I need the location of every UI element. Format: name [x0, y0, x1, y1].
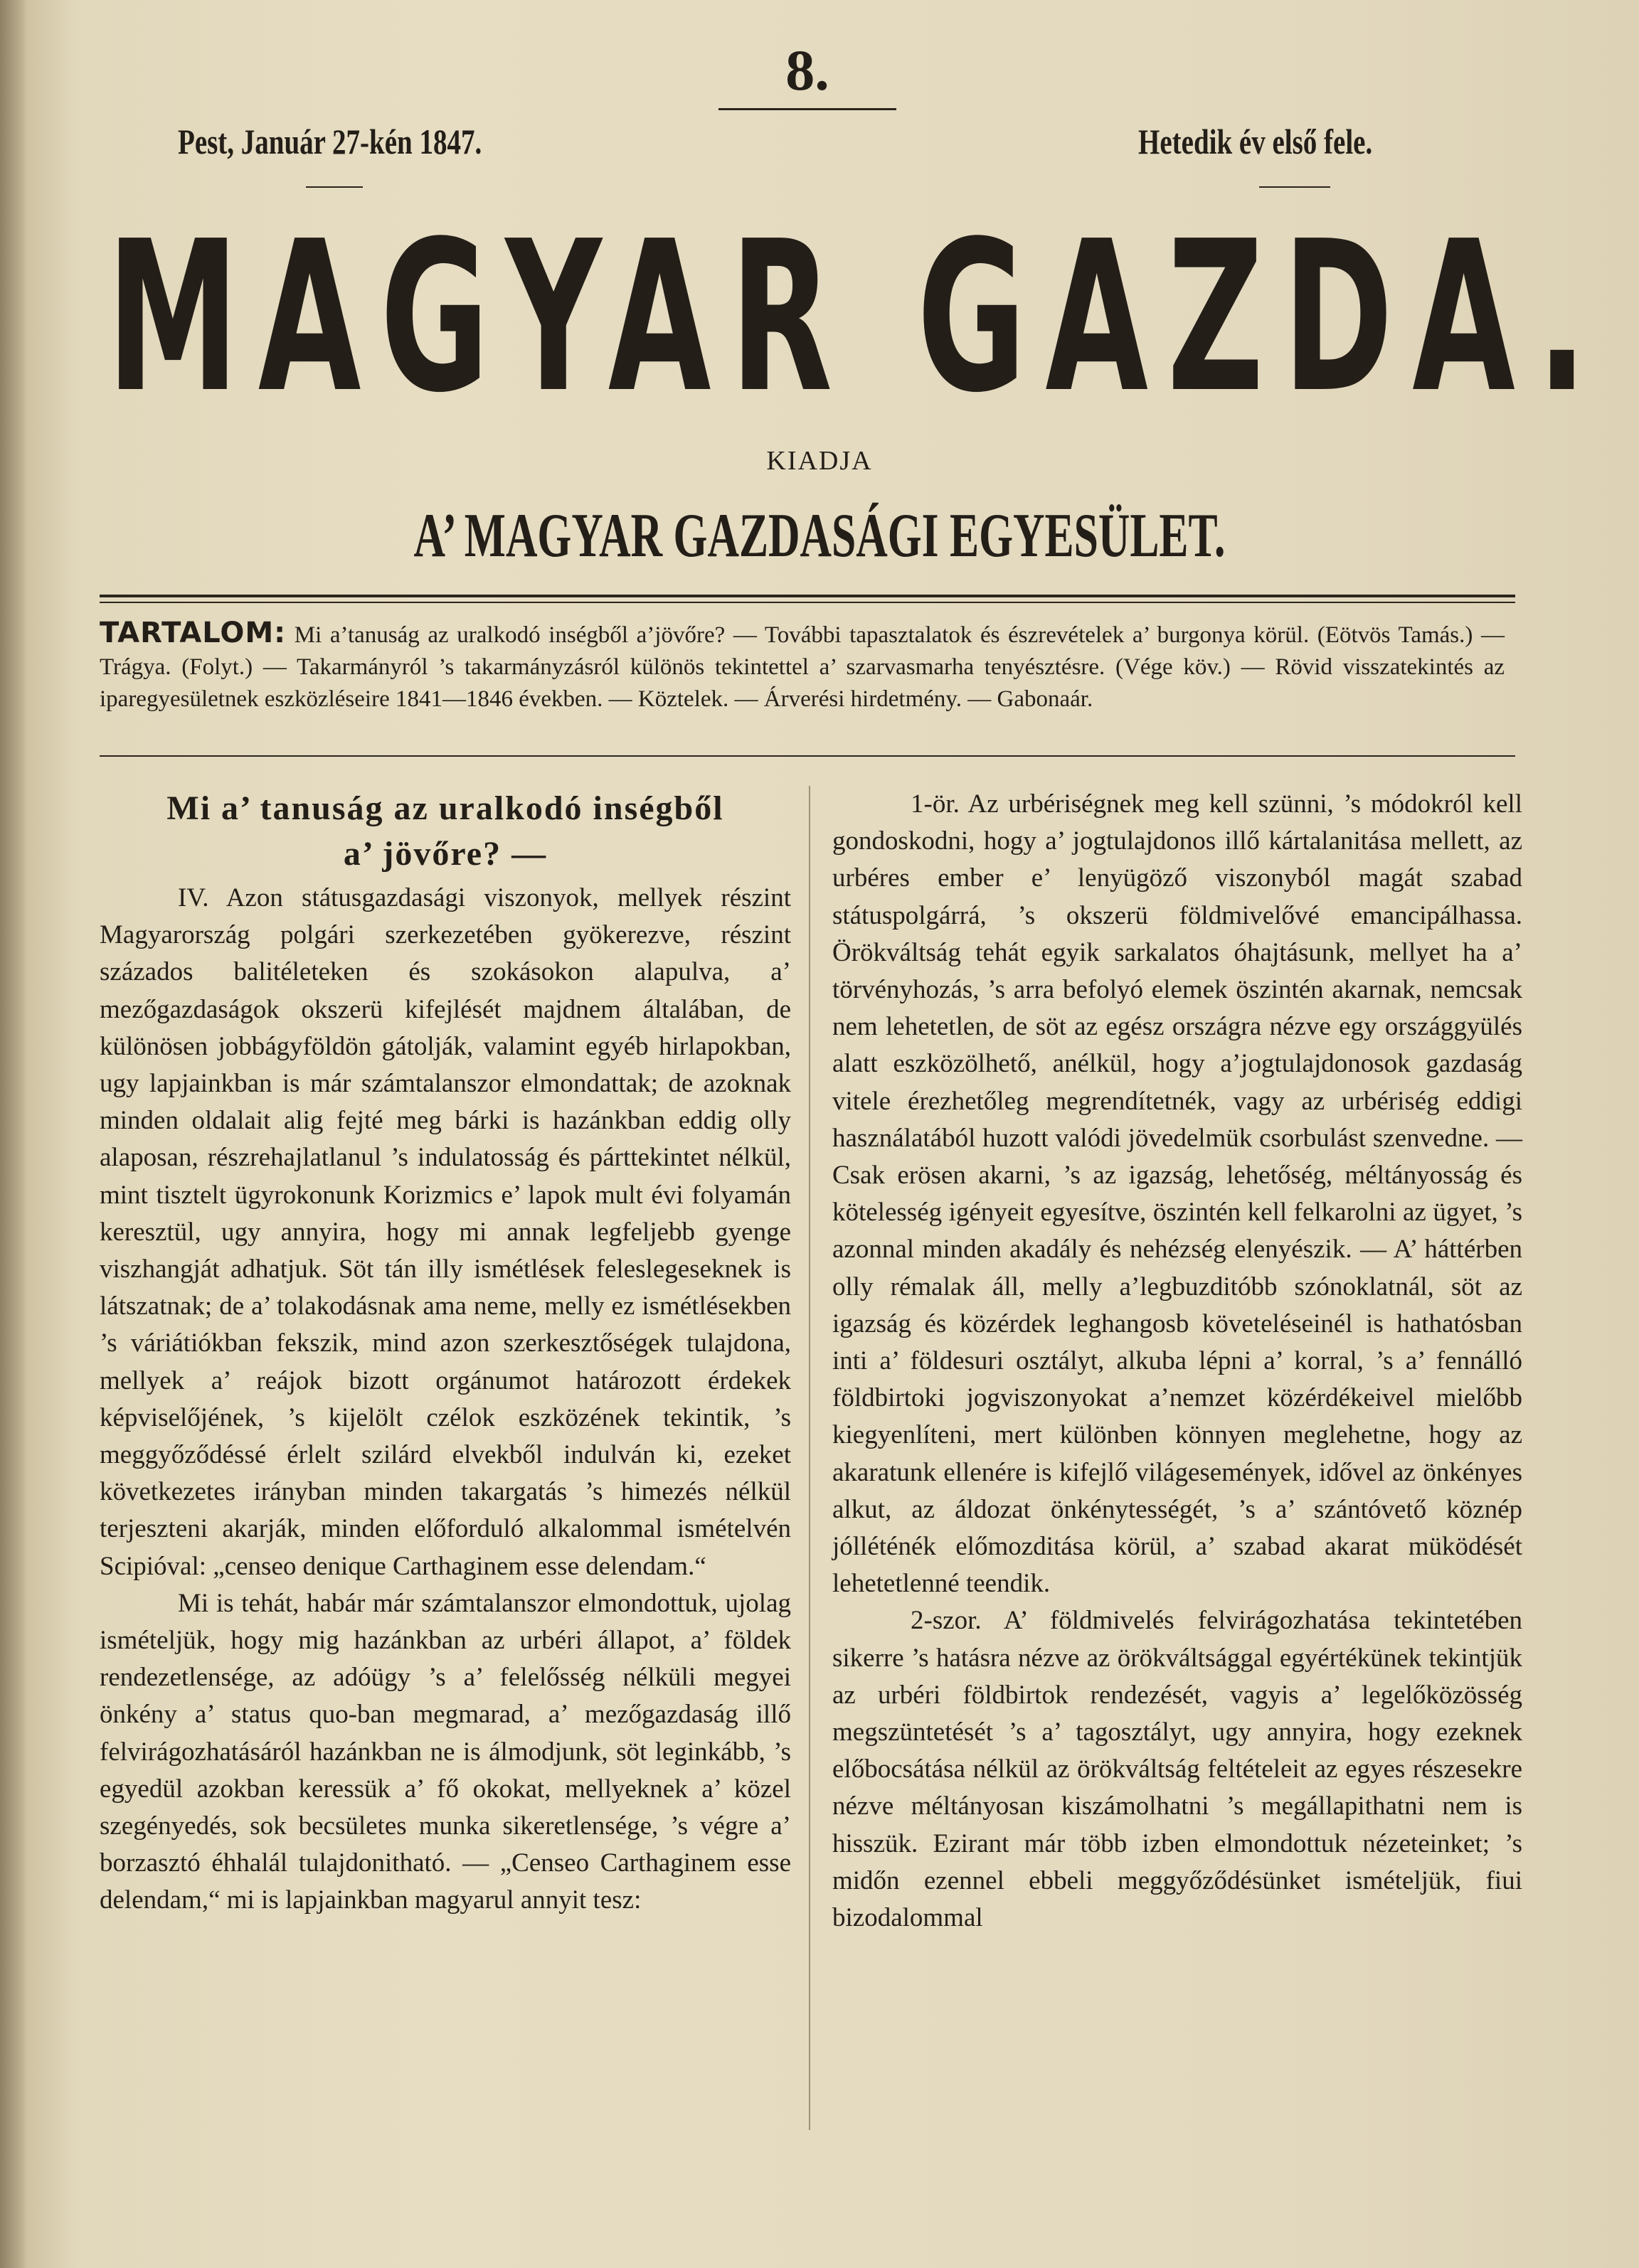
volume-info: Hetedik év első fele. [1138, 122, 1373, 161]
publisher-name: A’ MAGYAR GAZDASÁGI EGYESÜLET. [413, 501, 1226, 570]
article-right-column [832, 786, 1522, 1937]
toc-top-rule-1 [100, 595, 1515, 597]
column-divider [809, 786, 810, 2130]
article-paragraph: 2-szor. A’ földmivelés felvirágozhatása tekintetében sikerre ’s hatásra nézve az örökváltsággal egyértékünek tekintjük az urbéri földbirtok rendezését, vagyis a’ legelőközösség megszüntetését ’s a’ tagosztályt, ugy annyira, hogy ezeknek előbocsátása nélkül az örökváltság feltételeit az egyes részesekre nézve méltányosan kiszámolhatni ’s megállapithatni nem is hisszük. Ezirant már több izben elmondottuk nézeteinket; ’s midőn ezennel ebbeli meggyőződésünket ismételjük, fiui bizodalommal [832, 1606, 1522, 1933]
article-left-column [100, 786, 791, 1920]
newspaper-title: MAGYAR GAZDA. [107, 196, 1607, 438]
toc-text: Mi a’tanuság az uralkodó inségből a’jövőre? — További tapasztalatok és észrevételek a’ burgonya körül. (Eötvös Tamás.) — Trágya. (Folyt.) — Takarmányról ’s takarmányzásról különös tekintettel a’ szarvasmarha tenyésztésre. (Vége köv.) — Rövid visszatekintés az iparegyesületnek eszközléseire 1841—1846 években. — Köztelek. — Árverési hirdetmény. — Gabonaár. [100, 622, 1505, 712]
article-paragraph: 1-ör. Az urbériségnek meg kell szünni, ’s módokról kell gondoskodni, hogy a’ jogtulajdonos illő kártalanitása mellett, az urbéres ember e’ lenyügöző viszonyból magát szabad státuspolgárrá, ’s okszerü földmivelővé emancipálhassa. Örökváltság tehát egyik sarkalatos óhajtásunk, mellyet ha a’ törvényhozás, ’s arra befolyó elemek öszintén akarnak, nemcsak nem lehetetlen, de söt az egész országra nézve egy országgyülés alatt eszközölhető, anélkül, hogy a’jogtulajdonosok gazdaság vitele érezhetőleg megrendítetnék, vagy az urbériség eddigi használatából huzott valódi jövedelmük csorbulást szenvedne. — Csak erösen akarni, ’s az igazság, lehetőség, méltányosság és kötelesség igényeit egyesítve, öszintén kell felkarolni az ügyet, ’s azonnal minden akadály és nehézség elenyészik. — A’ háttérben olly rémalak áll, melly a’legbuzditóbb szónoklatnál, söt az igazság és közérdek leghangosb követeléseinél is hathatósban inti a’ földesuri osztályt, alkuba lépni a’ korral, ’s a’ fennálló földbirtoki jogviszonyokat a’nemzet közérdékeivel mielőbb kiegyenlíteni, mert különben könnyen meglehetne, hogy az akaratunk ellenére is kifejlő világesemények, idővel az önkényes alkut, az áldozat önkénytességét, ’s a’ szántóvető köznép jólléténék előmozditása körül, a’ szabad akarat müködését lehetetlenné teendik. [832, 789, 1522, 1599]
toc-label: TARTALOM: [100, 617, 287, 649]
article-paragraph: Mi is tehát, habár már számtalanszor elmondottuk, ujolag ismételjük, hogy mig hazánkban az urbéri állapot, a’ földek rendezetlensége, az adóügy ’s a’ felelősség nélküli megyei önkény a’ status quo-ban megmarad, a’ mezőgazdaság illő felvirágozhatásáról hazánkban ne is álmodjunk, söt leginkább, ’s egyedül azokban keressük a’ fő okokat, mellyeknek a’ közel szegényedés, sok becsületes munka sikeretlensége, ’s végre a’ borzasztó éhhalál tulajdonitható. — „Censeo Carthaginem esse delendam,“ mi is lapjainkban magyarul annyit tesz: [100, 1588, 791, 1915]
publisher-label: KIADJA [766, 446, 873, 476]
issue-number-rule [718, 108, 896, 110]
table-of-contents [100, 617, 1505, 715]
article-title-line-1: Mi a’ tanuság az uralkodó inségből [166, 789, 724, 827]
date-underline [306, 186, 363, 188]
volume-underline [1259, 186, 1330, 188]
article-paragraph: IV. Azon státusgazdasági viszonyok, mellyek részint Magyarország polgári szerkezetében gyökerezve, részint százados balitéleteken és szokásokon alapulva, a’ mezőgazdaságok okszerü kifejlését majdnem általában, de különösen jobbágyföldön gátolják, valamint egyéb hirlapokban, ugy lapjainkban is már számtalanszor elmondattak; de azoknak minden oldalait alig fejté meg bárki is hazánkban eddig olly alaposan, részrehajlatlanul ’s indulatosság és párttekintet nélkül, mint tisztelt ügyrokonunk Korizmics e’ lapok mult évi folyamán keresztül, ugy annyira, hogy mi annak legfeljebb gyenge viszhangját adhatjuk. Söt tán illy ismétlések feleslegeseknek is látszatnak; de a’ tolakodásnak ama neme, melly ez ismétlésekben ’s váriátiókban fekszik, mind azon szerkesztőségek tulajdona, mellyek a’ reájok bizott orgánumot határozott érdekek képviselőjének, ’s kijelölt czélok eszközének tekintik, ’s meggyőződéssé érlelt szilárd elvekből indulván ki, ezeket következetes irányban minden takargatás ’s himezés nélkül terjeszteni akarják, minden előforduló alkalommal ismételvén Scipióval: „censeo denique Carthaginem esse delendam.“ [100, 883, 791, 1581]
article-title-line-2: a’ jövőre? — [343, 835, 548, 873]
article-title [100, 786, 791, 877]
issue-date: Pest, Január 27-kén 1847. [178, 122, 482, 161]
toc-top-rule-2 [100, 602, 1515, 603]
issue-number: 8. [785, 38, 829, 102]
page-binding-shadow [0, 0, 27, 2268]
toc-bottom-rule [100, 755, 1515, 757]
